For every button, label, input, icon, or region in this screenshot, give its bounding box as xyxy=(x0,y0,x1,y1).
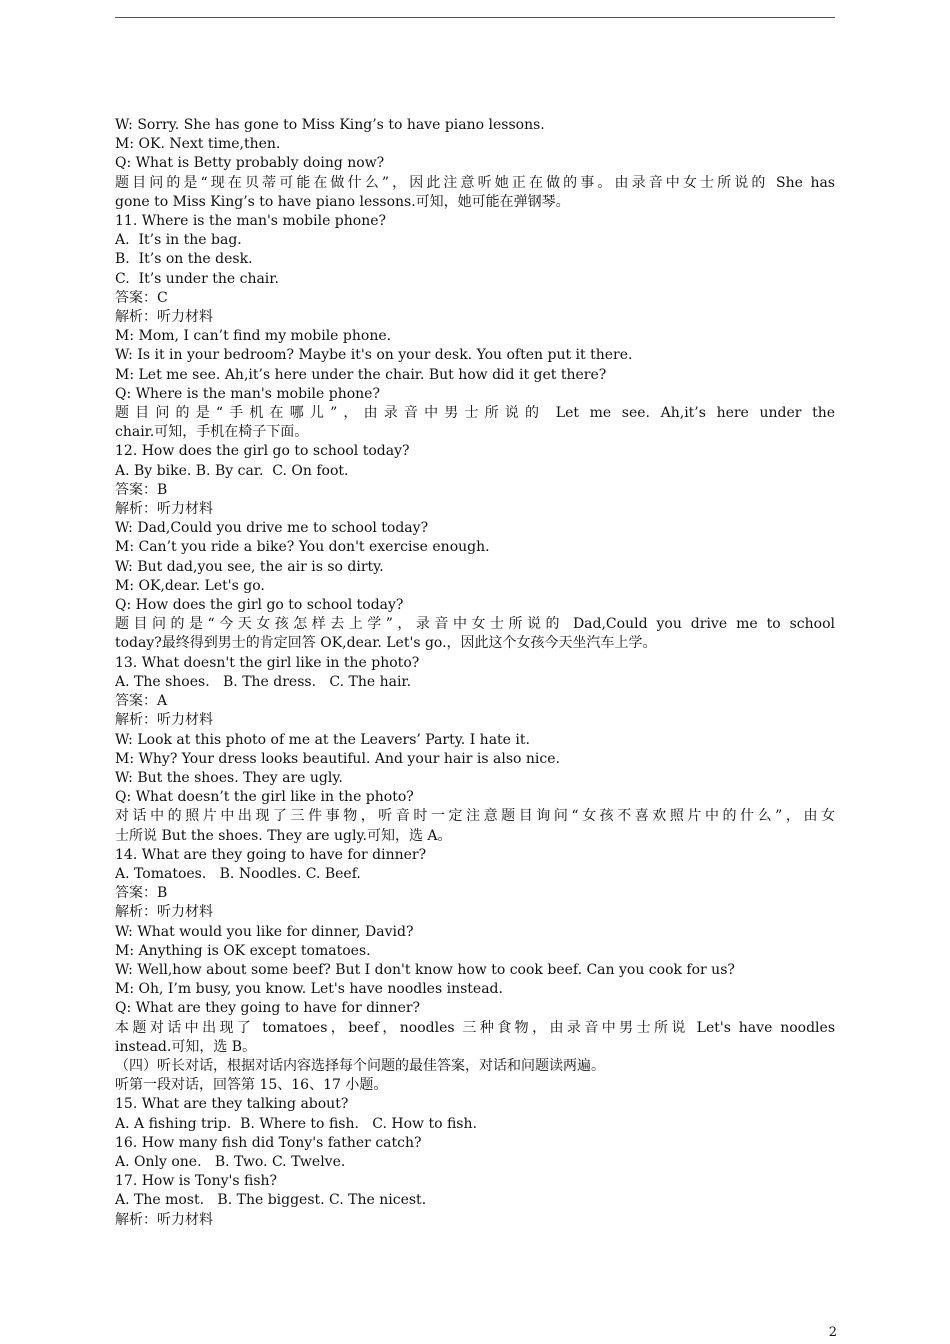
text-line: chair.可知，手机在椅子下面。 xyxy=(115,424,309,441)
text-line: M: Mom, I can’t find my mobile phone. xyxy=(115,328,392,345)
option-line: A. The shoes. B. The dress. C. The hair. xyxy=(115,673,412,690)
header-rule xyxy=(115,17,835,18)
text-line: 本题对话中出现了 tomatoes，beef，noodles 三种食物，由录音中男士所说 Let's have noodles xyxy=(115,1019,835,1036)
text-line: M: Oh, I’m busy, you know. Let's have noodles instead. xyxy=(115,981,503,998)
answer-line: 答案：C xyxy=(115,289,168,306)
option-line: B. It’s on the desk. xyxy=(115,251,253,268)
text-line: W: Well,how about some beef? But I don't know how to cook beef. Can you cook for us? xyxy=(115,961,735,978)
text-line: W: But the shoes. They are ugly. xyxy=(115,769,343,786)
text-line: 题目问的是“现在贝蒂可能在做什么”，因此注意听她正在做的事。由录音中女士所说的 She has xyxy=(115,174,835,191)
text-line: M: Can’t you ride a bike? You don't exercise enough. xyxy=(115,539,490,556)
question-line: 16. How many fish did Tony's father catch? xyxy=(115,1134,422,1151)
question-line: 13. What doesn't the girl like in the photo? xyxy=(115,654,420,671)
option-line: A. Tomatoes. B. Noodles. C. Beef. xyxy=(115,865,361,882)
text-line: instead.可知，选 B。 xyxy=(115,1038,257,1055)
document-body xyxy=(115,116,835,1230)
text-line: Q: What are they going to have for dinner? xyxy=(115,1000,421,1017)
option-line: A. A fishing trip. B. Where to fish. C. How to fish. xyxy=(115,1115,477,1132)
text-line: M: Why? Your dress looks beautiful. And your hair is also nice. xyxy=(115,750,560,767)
text-line: today?最终得到男士的肯定回答 OK,dear. Let's go.，因此这个女孩今天坐汽车上学。 xyxy=(115,635,657,652)
text-line: W: What would you like for dinner, David? xyxy=(115,923,414,940)
text-line: W: Dad,Could you drive me to school today? xyxy=(115,520,429,537)
question-line: 14. What are they going to have for dinner? xyxy=(115,846,427,863)
text-line: Q: What doesn’t the girl like in the photo? xyxy=(115,789,414,806)
option-line: A. It’s in the bag. xyxy=(115,232,242,249)
answer-line: 答案：A xyxy=(115,693,168,710)
text-line: W: Look at this photo of me at the Leavers’ Party. I hate it. xyxy=(115,731,530,748)
analysis-line: 解析：听力材料 xyxy=(115,1211,213,1228)
text-line: M: OK. Next time,then. xyxy=(115,136,281,153)
question-line: 11. Where is the man's mobile phone? xyxy=(115,213,387,230)
text-line: M: Let me see. Ah,it’s here under the chair. But how did it get there? xyxy=(115,366,607,383)
analysis-line: 解析：听力材料 xyxy=(115,501,213,518)
text-line: W: Sorry. She has gone to Miss King’s to have piano lessons. xyxy=(115,117,545,133)
option-line: C. It’s under the chair. xyxy=(115,270,279,287)
text-line: M: Anything is OK except tomatoes. xyxy=(115,942,371,959)
page-number: 2 xyxy=(828,1325,837,1340)
text-line: W: But dad,you see, the air is so dirty. xyxy=(115,558,384,575)
option-line: A. The most. B. The biggest. C. The nicest. xyxy=(115,1192,427,1209)
text-line: Q: How does the girl go to school today? xyxy=(115,597,404,614)
answer-line: 答案：B xyxy=(115,481,168,498)
answer-line: 答案：B xyxy=(115,885,168,902)
text-line: gone to Miss King’s to have piano lessons.可知，她可能在弹钢琴。 xyxy=(115,193,570,210)
text-line: 士所说 But the shoes. They are ugly.可知，选 A。 xyxy=(115,827,452,844)
question-line: 15. What are they talking about? xyxy=(115,1096,349,1113)
analysis-line: 解析：听力材料 xyxy=(115,712,213,729)
text-line: M: OK,dear. Let's go. xyxy=(115,577,265,594)
text-line: Q: What is Betty probably doing now? xyxy=(115,155,385,172)
option-line: A. Only one. B. Two. C. Twelve. xyxy=(115,1153,346,1170)
option-line: A. By bike. B. By car. C. On foot. xyxy=(115,462,349,479)
instruction-line: 听第一段对话，回答第 15、16、17 小题。 xyxy=(115,1077,388,1094)
text-line: Q: Where is the man's mobile phone? xyxy=(115,385,380,402)
question-line: 12. How does the girl go to school today? xyxy=(115,443,410,460)
question-line: 17. How is Tony's fish? xyxy=(115,1173,278,1190)
section-heading: （四）听长对话，根据对话内容选择每个问题的最佳答案，对话和问题读两遍。 xyxy=(115,1057,605,1074)
text-line: 题目问的是“今天女孩怎样去上学”，录音中女士所说的 Dad,Could you drive me to school xyxy=(115,616,835,633)
text-line: W: Is it in your bedroom? Maybe it's on your desk. You often put it there. xyxy=(115,347,633,364)
text-line: 题目问的是“手机在哪儿”，由录音中男士所说的 Let me see. Ah,it’s here under the xyxy=(115,405,835,422)
analysis-line: 解析：听力材料 xyxy=(115,904,213,921)
text-line: 对话中的照片中出现了三件事物，听音时一定注意题目询问“女孩不喜欢照片中的什么”，由女 xyxy=(115,808,835,825)
analysis-line: 解析：听力材料 xyxy=(115,309,213,326)
